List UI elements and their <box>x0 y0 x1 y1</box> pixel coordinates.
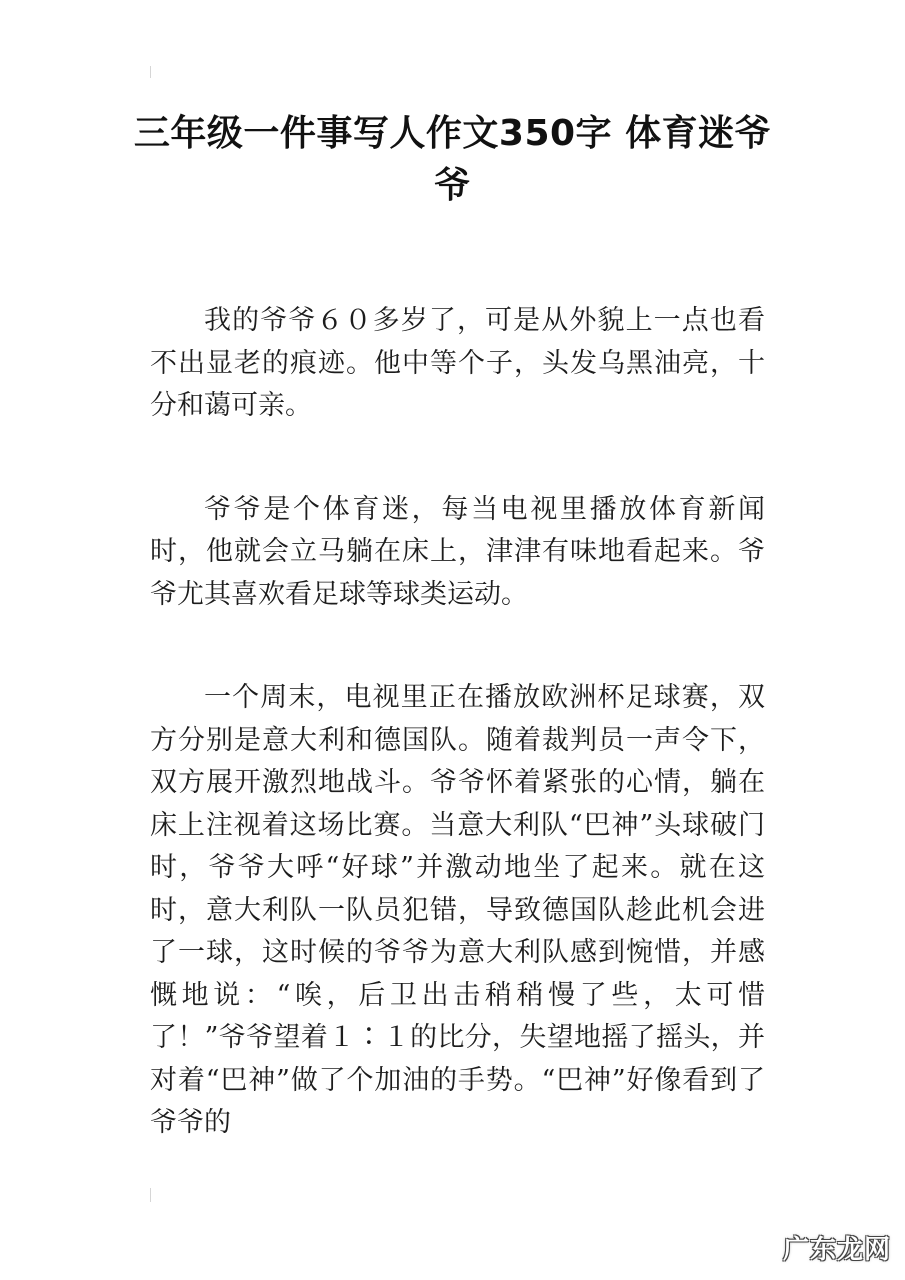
paragraph-3: 一个周末，电视里正在播放欧洲杯足球赛，双方分别是意大利和德国队。随着裁判员一声令下，双方展开激烈地战斗。爷爷怀着紧张的心情，躺在床上注视着这场比赛。当意大利队“巴神”头球破门时，爷爷大呼“好球”并激动地坐了起来。就在这时，意大利队一队员犯错，导致德国队趁此机会进了一球，这时候的爷爷为意大利队感到惋惜，并感慨地说：“唉，后卫出击稍稍慢了些，太可惜了！”爷爷望着１∶１的比分，失望地摇了摇头，并对着“巴神”做了个加油的手势。“巴神”好像看到了爷爷的 <box>150 682 765 1138</box>
site-watermark: 广东龙网 <box>782 1235 891 1265</box>
paragraph-2: 爷爷是个体育迷，每当电视里播放体育新闻时，他就会立马躺在床上，津津有味地看起来。爷爷尤其喜欢看足球等球类运动。 <box>150 493 765 610</box>
margin-mark-top <box>150 66 151 78</box>
margin-mark-bottom <box>150 1188 151 1202</box>
paragraph-1: 我的爷爷６０多岁了，可是从外貌上一点也看不出显老的痕迹。他中等个子，头发乌黑油亮，十分和蔼可亲。 <box>150 305 765 421</box>
document-title: 三年级一件事写人作文350字 体育迷爷爷 <box>133 113 772 206</box>
document-body <box>150 300 765 1145</box>
